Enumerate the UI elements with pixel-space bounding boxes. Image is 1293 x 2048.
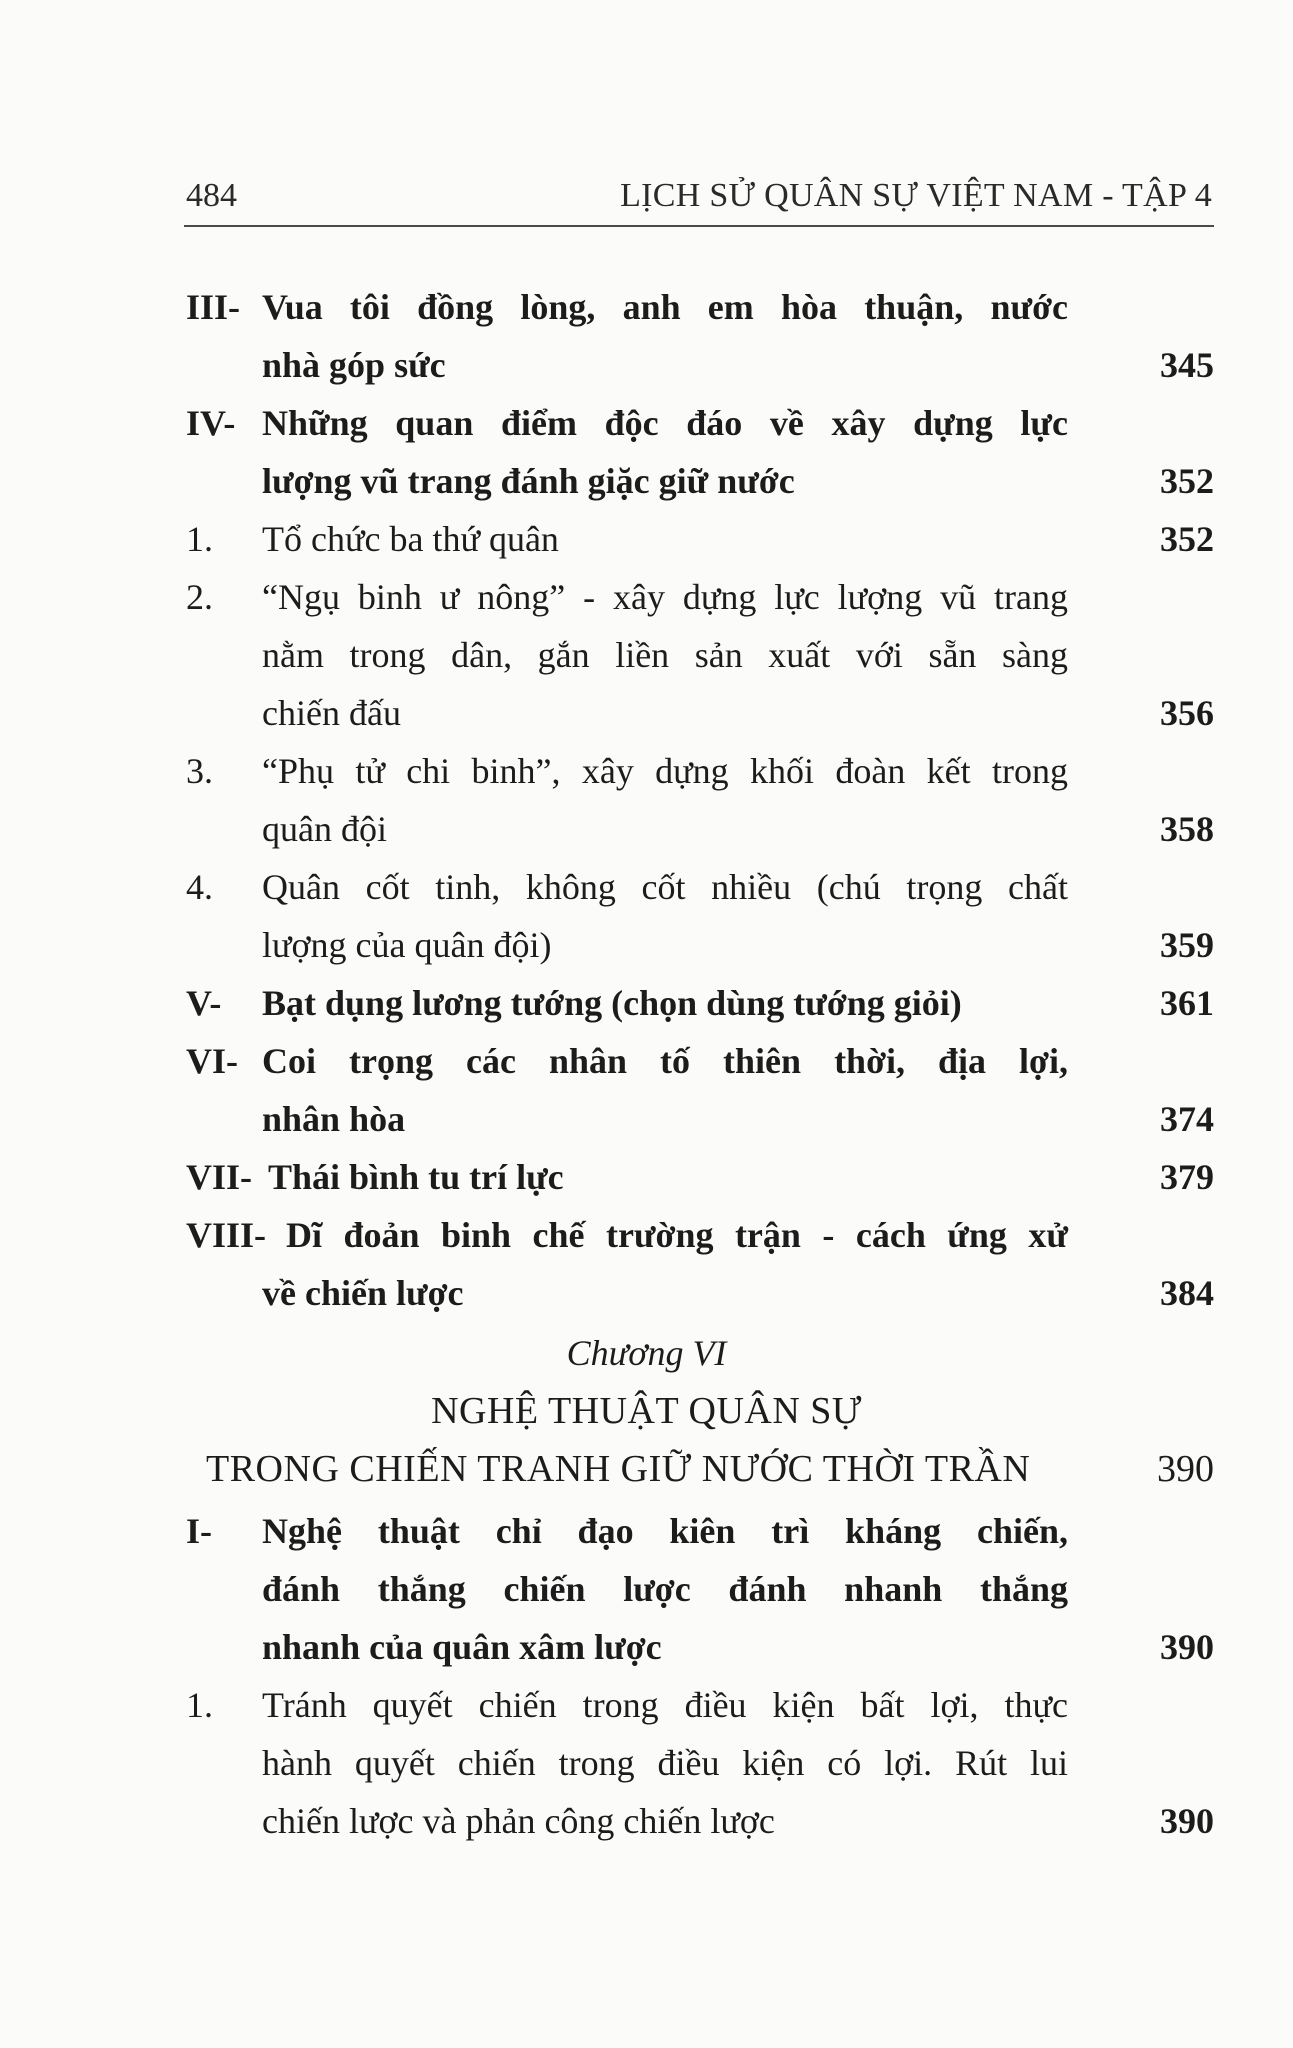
entry-marker: 3. xyxy=(186,751,213,791)
entry-marker: 2. xyxy=(186,577,213,617)
chapter-page-number: 390 xyxy=(1157,1448,1214,1490)
entry-marker: I- xyxy=(186,1511,212,1551)
chapter-label: Chương VI xyxy=(566,1333,727,1373)
entry-marker: VI- xyxy=(186,1041,238,1081)
entry-text-line: Dĩ đoản binh chế trường trận - cách ứng xử xyxy=(286,1215,1068,1255)
entry-page-number: 345 xyxy=(1160,345,1214,385)
page-number: 484 xyxy=(186,177,237,214)
entry-page-number: 374 xyxy=(1160,1099,1214,1139)
header-rule xyxy=(184,225,1214,227)
entry-marker: IV- xyxy=(186,403,236,443)
entry-page-number: 352 xyxy=(1160,519,1214,559)
entry-text-line: Tránh quyết chiến trong điều kiện bất lợi, thực xyxy=(262,1685,1068,1725)
entry-page-number: 390 xyxy=(1160,1801,1214,1841)
running-title: LỊCH SỬ QUÂN SỰ VIỆT NAM - TẬP 4 xyxy=(620,177,1212,214)
entry-text-line: chiến đấu xyxy=(262,693,401,733)
entry-page-number: 358 xyxy=(1160,809,1214,849)
entry-page-number: 352 xyxy=(1160,461,1214,501)
entry-page-number: 359 xyxy=(1160,925,1214,965)
entry-text-line: hành quyết chiến trong điều kiện có lợi. Rút lui xyxy=(262,1743,1068,1783)
entry-text-line: nhà góp sức xyxy=(262,345,446,385)
entry-marker: 4. xyxy=(186,867,213,907)
entry-page-number: 356 xyxy=(1160,693,1214,733)
entry-text-line: chiến lược và phản công chiến lược xyxy=(262,1801,775,1841)
entry-marker: 1. xyxy=(186,1685,213,1725)
entry-text-line: “Phụ tử chi binh”, xây dựng khối đoàn kết trong xyxy=(262,751,1068,791)
entry-marker: VII- xyxy=(186,1157,253,1197)
entry-text-line: nhanh của quân xâm lược xyxy=(262,1627,662,1667)
entry-page-number: 384 xyxy=(1160,1273,1214,1313)
entry-text-line: Tổ chức ba thứ quân xyxy=(262,519,559,559)
entry-text-line: về chiến lược xyxy=(262,1273,464,1313)
entry-marker: VIII- xyxy=(186,1215,267,1255)
entry-text-line: lượng vũ trang đánh giặc giữ nước xyxy=(262,461,795,501)
entry-text-line: Quân cốt tinh, không cốt nhiều (chú trọng chất xyxy=(262,867,1068,907)
entry-page-number: 390 xyxy=(1160,1627,1214,1667)
entry-page-number: 361 xyxy=(1160,983,1214,1023)
entry-marker: 1. xyxy=(186,519,213,559)
chapter-title-line1: NGHỆ THUẬT QUÂN SỰ xyxy=(431,1390,862,1432)
chapter-title-line2: TRONG CHIẾN TRANH GIỮ NƯỚC THỜI TRẦN xyxy=(206,1448,1031,1490)
entry-marker: III- xyxy=(186,287,241,327)
entry-text-line: Những quan điểm độc đáo về xây dựng lực xyxy=(262,403,1068,443)
entry-text-line: Bạt dụng lương tướng (chọn dùng tướng giỏi) xyxy=(262,983,962,1023)
entry-text-line: nằm trong dân, gắn liền sản xuất với sẵn sàng xyxy=(262,635,1068,675)
entry-text-line: Thái bình tu trí lực xyxy=(268,1157,564,1197)
entry-marker: V- xyxy=(186,983,222,1023)
entry-page-number: 379 xyxy=(1160,1157,1214,1197)
entry-text-line: “Ngụ binh ư nông” - xây dựng lực lượng vũ trang xyxy=(262,577,1068,617)
chapter-title-row xyxy=(0,1440,1293,1498)
page-header xyxy=(186,170,1212,222)
entry-text-line: đánh thắng chiến lược đánh nhanh thắng xyxy=(262,1569,1068,1609)
entry-text-line: Coi trọng các nhân tố thiên thời, địa lợi, xyxy=(262,1041,1068,1081)
entry-text-line: lượng của quân đội) xyxy=(262,925,552,965)
entry-text-line: quân đội xyxy=(262,809,387,849)
entry-text-line: Vua tôi đồng lòng, anh em hòa thuận, nước xyxy=(262,287,1068,327)
entry-text-line: Nghệ thuật chỉ đạo kiên trì kháng chiến, xyxy=(262,1511,1068,1551)
entry-text-line: nhân hòa xyxy=(262,1099,406,1139)
